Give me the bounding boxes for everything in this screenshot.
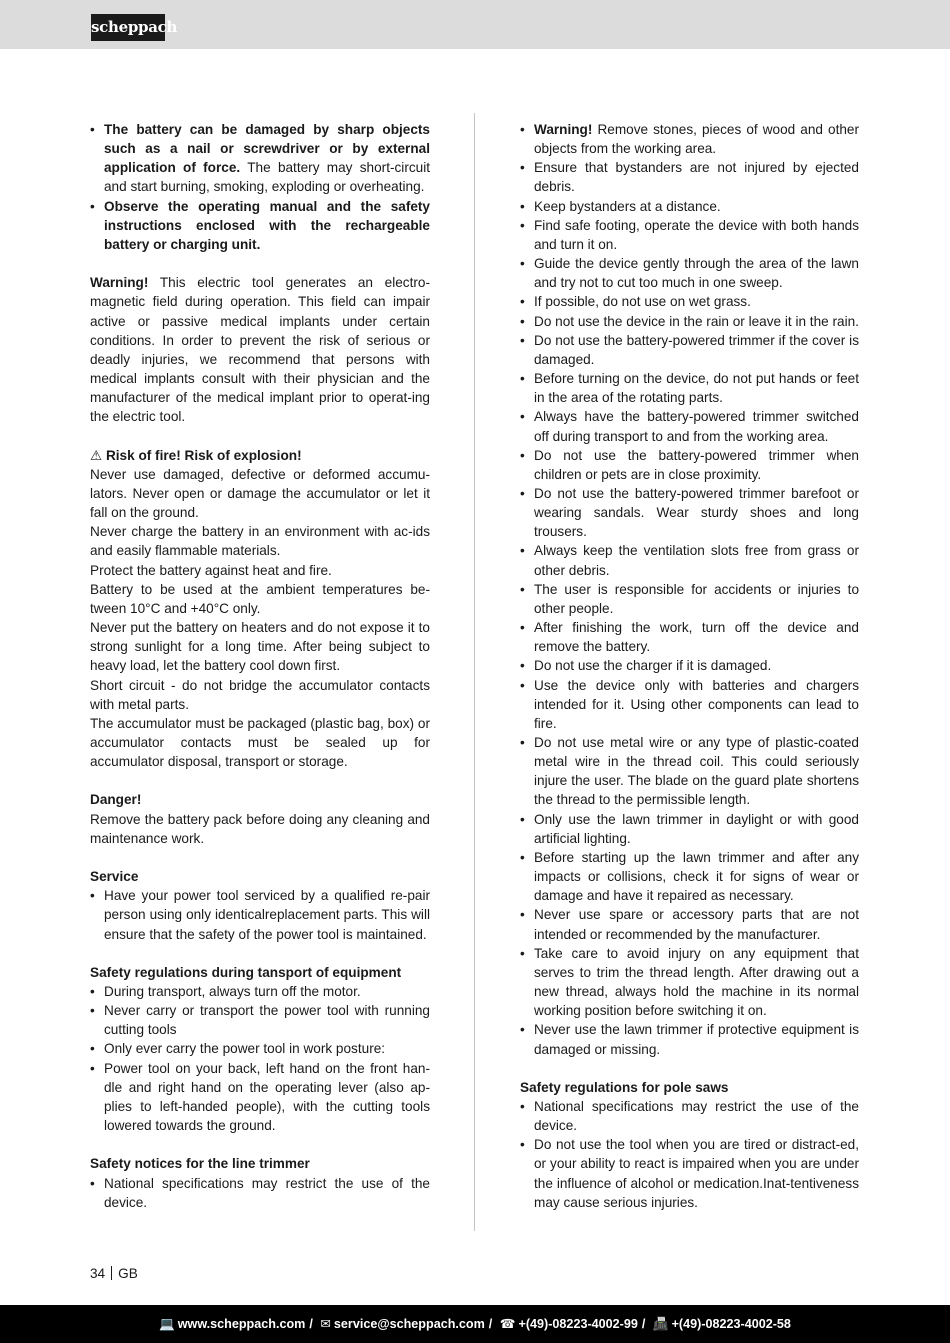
phone-icon: ☎ (499, 1317, 516, 1331)
list-item: • Keep bystanders at a distance. (520, 197, 859, 216)
list-item: • Do not use metal wire or any type of plastic-coated metal wire in the thread coil. This could seriously injure the user. The blade on the guard plate shortens the thread to the permissible length. (520, 733, 859, 810)
page-language: GB (118, 1266, 138, 1281)
column-divider (474, 113, 475, 1231)
fire-paragraph: Battery to be used at the ambient temperatures be-tween 10°C and +40°C only. (90, 581, 430, 616)
line-trimmer-heading: Safety notices for the line trimmer (90, 1156, 310, 1172)
list-item: • Do not use the battery-powered trimmer when children or pets are in close proximity. (520, 446, 859, 484)
footer-email[interactable]: service@scheppach.com (333, 1317, 485, 1331)
pole-saws-heading: Safety regulations for pole saws (520, 1079, 729, 1095)
list-item: • Always keep the ventilation slots free from grass or other debris. (520, 541, 859, 579)
battery-bullets (90, 120, 430, 254)
service-list (90, 886, 430, 943)
list-item: • Find safe footing, operate the device with both hands and turn it on. (520, 216, 859, 254)
list-item: • Only ever carry the power tool in work posture: (90, 1039, 430, 1058)
list-item: • Ensure that bystanders are not injured by ejected debris. (520, 158, 859, 196)
header-band (0, 0, 950, 49)
laptop-icon: 💻 (159, 1317, 175, 1331)
list-item: • Never use spare or accessory parts that are not intended or recommended by the manufacturer. (520, 905, 859, 943)
left-column (90, 120, 430, 1212)
list-item: • Before starting up the lawn trimmer and after any impacts or collisions, check it for signs of wear or damage and have it repaired as necessary. (520, 848, 859, 905)
list-item: • Never carry or transport the power tool with running cutting tools (90, 1001, 430, 1039)
list-item: • During transport, always turn off the motor. (90, 982, 430, 1001)
fire-paragraph: Never charge the battery in an environment with ac-ids and easily flammable materials. (90, 524, 430, 559)
list-item: • Only use the lawn trimmer in daylight or with good artificial lighting. (520, 810, 859, 848)
fire-paragraph: Protect the battery against heat and fire. (90, 562, 332, 578)
list-item: • Do not use the tool when you are tired or distract-ed, or your ability to react is impaired when you are under the influence of alcohol or medication.Inat-tentiveness may cause serious injuries. (520, 1135, 859, 1212)
list-item: • National specifications may restrict the use of the device. (90, 1174, 430, 1212)
warning-paragraph: Warning! This electric tool generates an electro-magnetic field during operation. This field can impair active or passive medical implants under certain conditions. In order to prevent the risk of serious or deadly injuries, we recommend that persons with medical implants consult with their physician and the manufacturer of the medical implant prior to operat-ing the electric tool. (90, 275, 430, 425)
footer-website[interactable]: www.scheppach.com (177, 1317, 306, 1331)
list-item: • Use the device only with batteries and chargers intended for it. Using other components can lead to fire. (520, 676, 859, 733)
list-item: • Do not use the battery-powered trimmer if the cover is damaged. (520, 331, 859, 369)
fire-paragraph: Never put the battery on heaters and do not expose it to strong sunlight for a long time. After being subject to heavy load, let the battery cool down first. (90, 620, 430, 674)
list-item: • Take care to avoid injury on any equipment that serves to trim the thread length. After drawing out a new thread, always hold the machine in its normal working position before switching it on. (520, 944, 859, 1021)
footer-bar: 💻 www.scheppach.com / ✉ service@scheppach.com / ☎ +(49)-08223-4002-99 / 📠 +(49)-08223-4002-58 (0, 1305, 950, 1343)
fire-heading: ⚠ Risk of fire! Risk of explosion! (90, 447, 302, 463)
fire-paragraph: The accumulator must be packaged (plastic bag, box) or accumulator contacts must be sealed up for accumulator disposal, transport or storage. (90, 715, 430, 770)
scheppach-logo: scheppach (91, 14, 165, 41)
list-item: • Guide the device gently through the area of the lawn and try not to cut too much in one sweep. (520, 254, 859, 292)
footer-fax: +(49)-08223-4002-58 (671, 1317, 791, 1331)
list-item: • Power tool on your back, left hand on the front han-dle and right hand on the operating lever (also ap-plies to left-handed people), with the cutting tools lowered towards the ground. (90, 1059, 430, 1136)
line-trimmer-list (90, 1174, 430, 1212)
list-item: • Always have the battery-powered trimmer switched off during transport to and from the working area. (520, 407, 859, 445)
list-item: • Observe the operating manual and the safety instructions enclosed with the rechargeable battery or charging unit. (90, 197, 430, 254)
page-number (90, 1264, 138, 1283)
service-heading: Service (90, 869, 139, 885)
transport-list (90, 982, 430, 1135)
list-item: • Do not use the device in the rain or leave it in the rain. (520, 312, 859, 331)
transport-heading: Safety regulations during tansport of equipment (90, 964, 402, 980)
fire-paragraph: Never use damaged, defective or deformed accumu-lators. Never open or damage the accumulator or let it fall on the ground. (90, 466, 430, 521)
list-item: • If possible, do not use on wet grass. (520, 292, 859, 311)
list-item: • The battery can be damaged by sharp objects such as a nail or screwdriver or by external application of force. The battery may short-circuit and start burning, smoking, exploding or overheating. (90, 120, 430, 197)
footer-phone: +(49)-08223-4002-99 (518, 1317, 638, 1331)
warning-label: Warning! (90, 275, 149, 291)
list-item: • The user is responsible for accidents or injuries to other people. (520, 580, 859, 618)
fax-icon: 📠 (652, 1317, 669, 1331)
list-item: • Never use the lawn trimmer if protective equipment is damaged or missing. (520, 1020, 859, 1058)
page-number-value: 34 (90, 1266, 106, 1281)
list-item: • After finishing the work, turn off the device and remove the battery. (520, 618, 859, 656)
mail-icon: ✉ (320, 1317, 331, 1331)
list-item: • Before turning on the device, do not put hands or feet in the area of the rotating parts. (520, 369, 859, 407)
fire-paragraph: Short circuit - do not bridge the accumulator contacts with metal parts. (90, 677, 430, 712)
list-item: • National specifications may restrict the use of the device. (520, 1097, 859, 1135)
danger-text: Remove the battery pack before doing any cleaning and maintenance work. (90, 811, 430, 846)
right-column (520, 120, 859, 1212)
danger-heading: Danger! (90, 792, 142, 808)
list-item: • Have your power tool serviced by a qualified re-pair person using only identicalreplacement parts. This will ensure that the safety of the power tool is maintained. (90, 886, 430, 943)
trimmer-safety-list (520, 120, 859, 1059)
list-item: • Do not use the charger if it is damaged. (520, 656, 859, 675)
list-item: • Do not use the battery-powered trimmer barefoot or wearing sandals. Wear sturdy shoes and long trousers. (520, 484, 859, 541)
list-item: • Warning! Remove stones, pieces of wood and other objects from the working area. (520, 120, 859, 158)
pole-saws-list (520, 1097, 859, 1212)
